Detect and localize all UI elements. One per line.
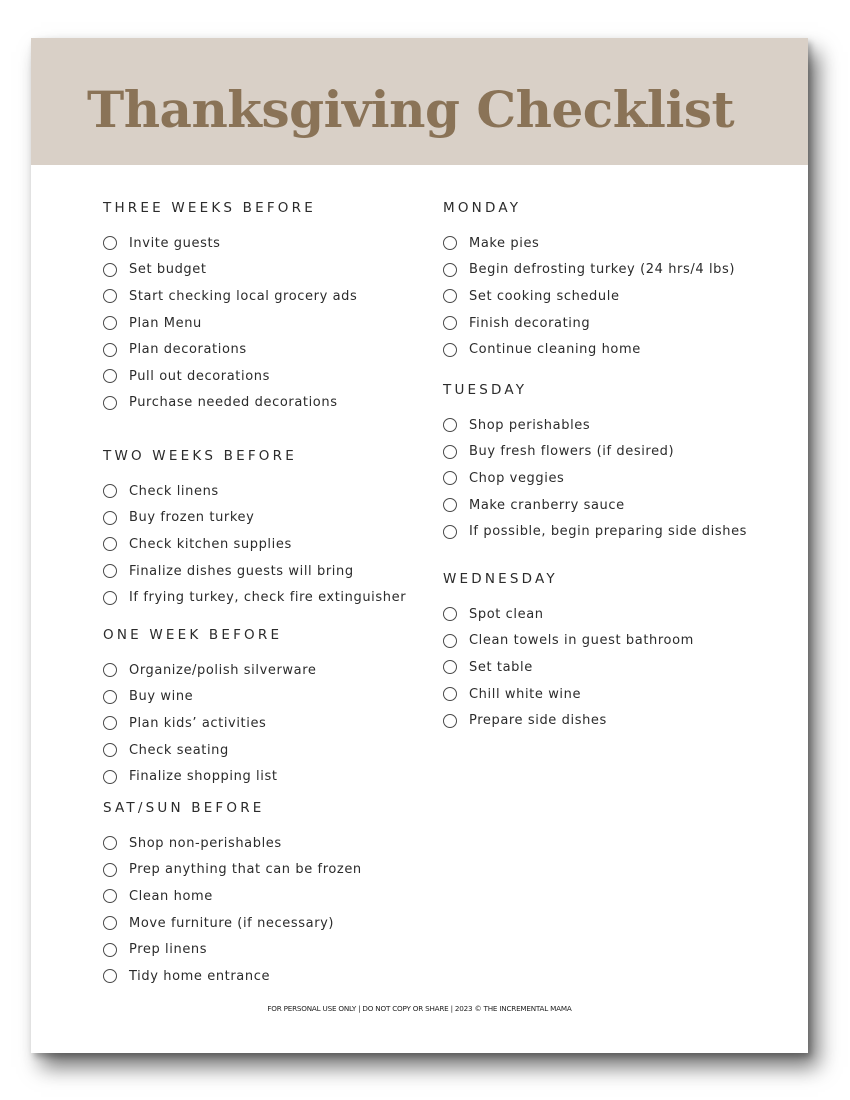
checkbox-circle[interactable] xyxy=(103,836,117,850)
checkbox-circle[interactable] xyxy=(103,484,117,498)
checklist-item xyxy=(103,737,423,764)
section-sat-sun-before xyxy=(103,798,423,990)
checkbox-circle[interactable] xyxy=(103,289,117,303)
checklist-item xyxy=(103,336,423,363)
item-label: Make pies xyxy=(469,235,540,251)
item-label: Clean towels in guest bathroom xyxy=(469,633,694,649)
item-label: Shop non-perishables xyxy=(129,835,282,851)
item-label: Shop perishables xyxy=(469,417,591,433)
copyright-footer: FOR PERSONAL USE ONLY | DO NOT COPY OR SHARE | 2023 © THE INCREMENTAL MAMA xyxy=(267,1004,572,1013)
checklist-item xyxy=(103,531,423,558)
item-label: Check linens xyxy=(129,483,219,499)
item-label: Check kitchen supplies xyxy=(129,536,292,552)
checklist-item xyxy=(443,518,793,545)
checklist-item xyxy=(443,654,793,681)
checklist-item xyxy=(103,584,423,611)
checklist-item xyxy=(103,936,423,963)
checklist-item xyxy=(103,910,423,937)
checklist-items xyxy=(443,230,793,363)
checkbox-circle[interactable] xyxy=(443,687,457,701)
checklist-item xyxy=(103,363,423,390)
item-label: Prep linens xyxy=(129,942,208,958)
checklist-item xyxy=(443,628,793,655)
checkbox-circle[interactable] xyxy=(103,537,117,551)
item-label: Buy fresh flowers (if desired) xyxy=(469,444,675,460)
checklist-item xyxy=(443,412,793,439)
item-label: Check seating xyxy=(129,742,229,758)
item-label: Begin defrosting turkey (24 hrs/4 lbs) xyxy=(469,262,736,278)
checklist-item xyxy=(103,310,423,337)
item-label: Make cranberry sauce xyxy=(469,497,625,513)
checklist-item xyxy=(443,681,793,708)
section-heading: TWO WEEKS BEFORE xyxy=(103,448,297,464)
checkbox-circle[interactable] xyxy=(443,660,457,674)
checkbox-circle[interactable] xyxy=(103,889,117,903)
item-label: Finalize shopping list xyxy=(129,769,278,785)
checklist-items xyxy=(443,601,793,734)
checkbox-circle[interactable] xyxy=(103,343,117,357)
checkbox-circle[interactable] xyxy=(103,969,117,983)
checkbox-circle[interactable] xyxy=(103,916,117,930)
item-label: Pull out decorations xyxy=(129,368,270,384)
header-band xyxy=(31,38,808,165)
checkbox-circle[interactable] xyxy=(103,369,117,383)
section-heading: ONE WEEK BEFORE xyxy=(103,627,283,643)
checkbox-circle[interactable] xyxy=(443,607,457,621)
checklist-item xyxy=(103,390,423,417)
item-label: Start checking local grocery ads xyxy=(129,288,358,304)
checklist-item xyxy=(103,830,423,857)
item-label: Organize/polish silverware xyxy=(129,662,317,678)
item-label: Move furniture (if necessary) xyxy=(129,915,335,931)
item-label: Spot clean xyxy=(469,606,544,622)
checklist-item xyxy=(443,601,793,628)
item-label: Set budget xyxy=(129,262,207,278)
checklist-item xyxy=(443,492,793,519)
checklist-item xyxy=(443,707,793,734)
item-label: Prep anything that can be frozen xyxy=(129,862,362,878)
checklist-item xyxy=(103,657,423,684)
item-label: If frying turkey, check fire extinguisher xyxy=(129,590,407,606)
item-label: Finalize dishes guests will bring xyxy=(129,563,354,579)
checkbox-circle[interactable] xyxy=(443,263,457,277)
checkbox-circle[interactable] xyxy=(103,316,117,330)
section-heading: TUESDAY xyxy=(443,382,528,398)
section-tuesday xyxy=(443,380,793,545)
section-three-weeks-before xyxy=(103,198,423,416)
checklist-items xyxy=(103,657,423,790)
checkbox-circle[interactable] xyxy=(103,663,117,677)
checklist-item xyxy=(103,857,423,884)
checkbox-circle[interactable] xyxy=(103,863,117,877)
section-heading: MONDAY xyxy=(443,200,522,216)
section-wednesday xyxy=(443,569,793,734)
checkbox-circle[interactable] xyxy=(103,743,117,757)
checkbox-circle[interactable] xyxy=(443,236,457,250)
item-label: Clean home xyxy=(129,888,213,904)
checklist-item xyxy=(443,336,793,363)
checkbox-circle[interactable] xyxy=(103,511,117,525)
checkbox-circle[interactable] xyxy=(443,634,457,648)
checklist-item xyxy=(103,230,423,257)
checklist-item xyxy=(443,230,793,257)
item-label: Chop veggies xyxy=(469,470,565,486)
item-label: Buy wine xyxy=(129,689,194,705)
checkbox-circle[interactable] xyxy=(103,263,117,277)
page-title: Thanksgiving Checklist xyxy=(87,80,735,139)
section-one-week-before xyxy=(103,625,423,790)
checklist-item xyxy=(443,439,793,466)
section-heading: THREE WEEKS BEFORE xyxy=(103,200,316,216)
item-label: Plan Menu xyxy=(129,315,202,331)
checklist-items xyxy=(443,412,793,545)
section-heading: SAT/SUN BEFORE xyxy=(103,800,265,816)
checklist-items xyxy=(103,230,423,416)
checkbox-circle[interactable] xyxy=(103,716,117,730)
checklist-item xyxy=(103,558,423,585)
section-heading: WEDNESDAY xyxy=(443,571,558,587)
checklist-page xyxy=(31,38,808,1053)
checkbox-circle[interactable] xyxy=(103,770,117,784)
item-label: Buy frozen turkey xyxy=(129,510,255,526)
item-label: If possible, begin preparing side dishes xyxy=(469,524,748,540)
checklist-item xyxy=(103,283,423,310)
checkbox-circle[interactable] xyxy=(103,943,117,957)
item-label: Plan kids’ activities xyxy=(129,715,267,731)
checklist-item xyxy=(443,257,793,284)
checklist-item xyxy=(443,310,793,337)
checklist-items xyxy=(103,830,423,990)
checkbox-circle[interactable] xyxy=(443,714,457,728)
item-label: Purchase needed decorations xyxy=(129,395,338,411)
checkbox-circle[interactable] xyxy=(443,316,457,330)
item-label: Invite guests xyxy=(129,235,221,251)
checkbox-circle[interactable] xyxy=(443,471,457,485)
checkbox-circle[interactable] xyxy=(443,343,457,357)
section-monday xyxy=(443,198,793,363)
checkbox-circle[interactable] xyxy=(443,289,457,303)
checkbox-circle[interactable] xyxy=(103,236,117,250)
item-label: Finish decorating xyxy=(469,315,591,331)
checkbox-circle[interactable] xyxy=(103,690,117,704)
checklist-item xyxy=(103,963,423,990)
checklist-items xyxy=(103,478,423,611)
section-two-weeks-before xyxy=(103,446,423,611)
checkbox-circle[interactable] xyxy=(103,591,117,605)
checklist-item xyxy=(103,684,423,711)
checklist-item xyxy=(443,283,793,310)
checklist-item xyxy=(443,465,793,492)
item-label: Tidy home entrance xyxy=(129,968,271,984)
checklist-item xyxy=(103,257,423,284)
checkbox-circle[interactable] xyxy=(443,445,457,459)
checklist-item xyxy=(103,478,423,505)
item-label: Prepare side dishes xyxy=(469,713,607,729)
item-label: Set cooking schedule xyxy=(469,288,620,304)
item-label: Set table xyxy=(469,659,533,675)
item-label: Continue cleaning home xyxy=(469,342,641,358)
checkbox-circle[interactable] xyxy=(443,525,457,539)
checklist-item xyxy=(103,710,423,737)
checklist-item xyxy=(103,505,423,532)
checkbox-circle[interactable] xyxy=(443,498,457,512)
checklist-item xyxy=(103,763,423,790)
item-label: Chill white wine xyxy=(469,686,582,702)
item-label: Plan decorations xyxy=(129,342,247,358)
checkbox-circle[interactable] xyxy=(103,396,117,410)
checklist-item xyxy=(103,883,423,910)
checkbox-circle[interactable] xyxy=(443,418,457,432)
checkbox-circle[interactable] xyxy=(103,564,117,578)
